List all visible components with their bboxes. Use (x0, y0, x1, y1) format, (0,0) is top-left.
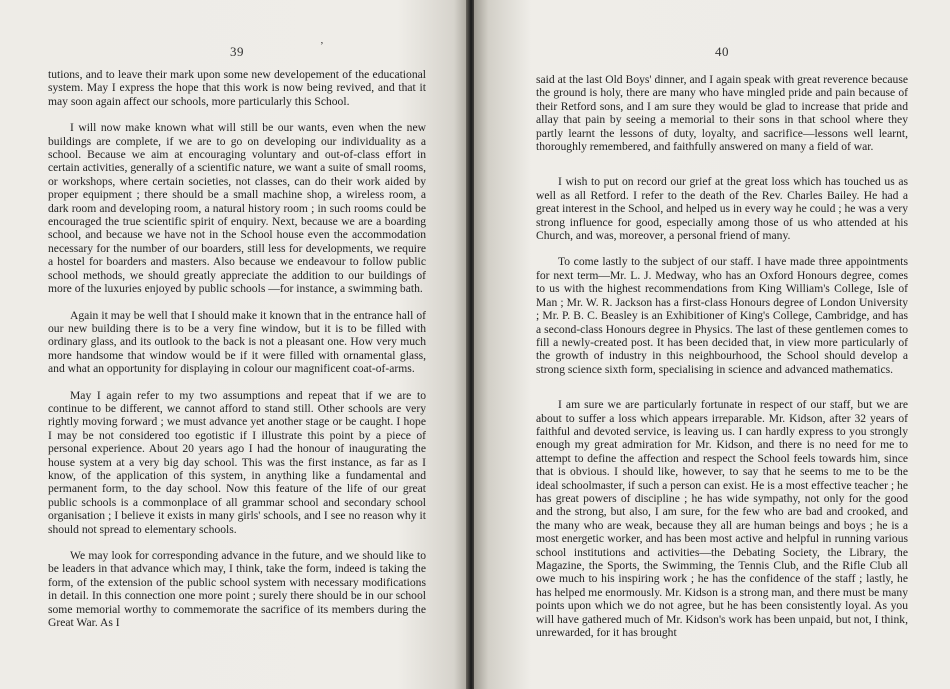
left-page (0, 0, 468, 689)
paragraph-3-right: To come lastly to the subject of our staff. I have made three appointments for next term—Mr. L. J. Medway, who has an Oxford Honours degree, comes to us with the highest recommendations from King William's College, Isle of Man ; Mr. W. R. Jackson has a first-class Honours degree of London University ; Mr. P. B. C. Beasley is an Exhibitioner of King's College, Cambridge, and has a second-class Honours degree in Physics. The last of these gentlemen comes to fill a newly-created post. It has been decided that, in view more particularly of the growth of industry in this neighbourhood, the School should develop a strong science sixth form, specialising in science and advanced mathematics. (536, 255, 908, 376)
paragraph-3-left: Again it may be well that I should make it known that in the entrance hall of our new building there is to be a very fine window, but it is to be filled with ordinary glass, and its outlook to the back is not a pleasant one. How very much more handsome that window would be if it were filled with ornamental glass, and what an opportunity for displaying in colour our magnificent coat-of-arms. (48, 308, 426, 376)
paragraph-2-right: I wish to put on record our grief at the great loss which has touched us as well as all Retford. I refer to the death of the Rev. Charles Bailey. He had a great interest in the School, and helped us in every way he could ; he was a very strong influence for good, especially among those of us who attended at his Church, and was, moreover, a personal friend of many. (536, 175, 908, 243)
paragraph-4-right: I am sure we are particularly fortunate in respect of our staff, but we are about to suffer a loss which appears irreparable. Mr. Kidson, after 32 years of faithful and devoted service, is leaving us. I can hardly express to you strongly enough my great admiration for Mr. Kidson, and there is no need for me to attempt to define the affection and respect the School feels towards him, since that is obvious. I should like, however, to say that he seems to me to be the ideal schoolmaster, if such a person can exist. He is a most effective teacher ; he has great powers of discipline ; he has wide sympathy, not only for the good and the strong, but also, I am sure, for the few who are bad and crooked, and the many who are weak, because they all are human beings and boys ; he is a most energetic worker, and has been most active and helpful in running various school institutions and activities—the Debating Society, the Library, the Magazine, the Sports, the Swimming, the Tennis Club, and the Rifle Club all owe much to his inspiring work ; he has the confidence of the staff ; lastly, he has helped me enormously. Mr. Kidson is a strong man, and there must be many points upon which we do not agree, but he has been consistently loyal. As you will have gathered much of Mr. Kidson's work has been unpaid, but not, I think, unrewarded, for it has brought (536, 398, 908, 640)
pencil-mark-icon: ʼ (320, 40, 324, 52)
page-number-right: 40 (715, 44, 729, 59)
right-page (474, 0, 950, 689)
page-number-left: 39 (230, 44, 244, 59)
paragraph-1-right: said at the last Old Boys' dinner, and I again speak with great reverence because the ground is holy, there are many who have mingled pride and pain because of their Retford sons, and I am sure they would be glad to increase that pride and allay that pain by seeing a memorial to their sons in that school where they partly learnt the lessons of duty, loyalty, and sacrifice—lessons well learnt, thoroughly remembered, and faithfully answered on many a field of war. (536, 73, 908, 154)
paragraph-5-left: We may look for corresponding advance in the future, and we should like to be leaders in that advance which may, I think, take the form, indeed is taking the form, of the extension of the public school system with necessary modifications in detail. In this connection one more point ; surely there should be in our school some memorial worthy to commemorate the sacrifice of its members during the Great War. As I (48, 549, 426, 630)
paragraph-1-left: tutions, and to leave their mark upon some new developement of the educational system. May I express the hope that this work is now being revived, and that it may soon again affect our schools, more particularly this School. (48, 68, 426, 108)
paragraph-2-left: I will now make known what will still be our wants, even when the new buildings are complete, if we are to go on developing our individuality as a school. Because we aim at encouraging voluntary and out-of-class effort in certain activities, generally of a scientific nature, we want a suite of small rooms, or workshops, where certain societies, not classes, can do their work aided by proper equipment ; there should be a small machine shop, a wireless room, a dark room and developing room, a natural history room ; in such rooms could be encouraged the true scientific spirit of enquiry. Next, because we are a boarding school, and because we have not in the School house even the accommodation necessary for the number of our boarders, still less for developments, we require a hostel for boarders and masters. Also because we endeavour to follow public school methods, we should greatly appreciate the addition to our buildings of more of the luxuries enjoyed by public schools —for instance, a swimming bath. (48, 121, 426, 296)
paragraph-4-left: May I again refer to my two assumptions and repeat that if we are to continue to be different, we cannot afford to stand still. Other schools are very rightly moving forward ; we must advance yet another stage or be caught. I hope I may be not considered too egotistic if I illustrate this point by a piece of personal experience. About 20 years ago I had the honour of inaugurating the house system at a very big day school. This was the first instance, as far as I know, of the application of this system, in anything like a fundamental and permanent form, to the day school. Now this feature of the life of our great public schools is a commonplace of all grammar school and secondary school organisation ; I believe it exists in many girls' schools, and I see no reason why it should not spread to elementary schools. (48, 388, 426, 536)
